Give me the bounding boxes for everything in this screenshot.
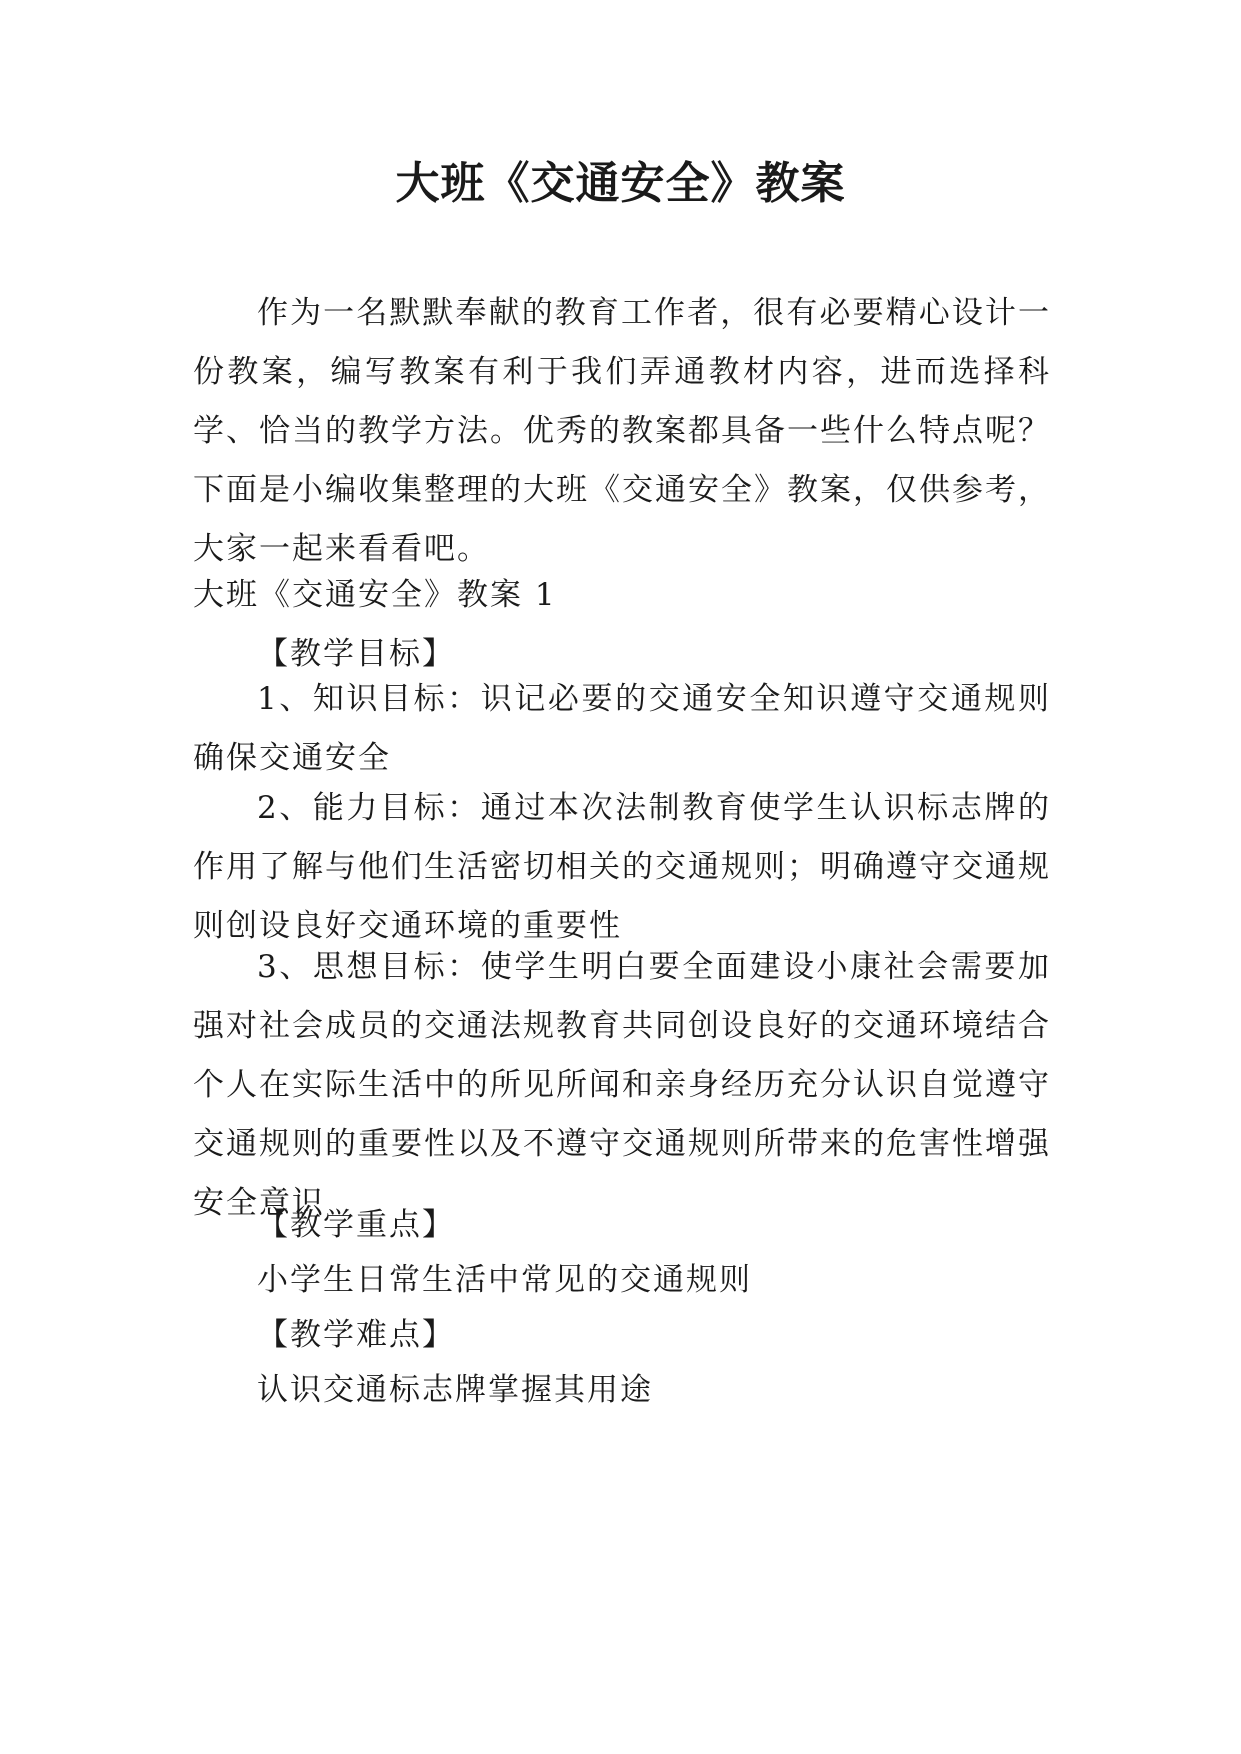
goals-heading: 【教学目标】 [257,636,455,672]
difficulty-text: 认识交通标志牌掌握其用途 [257,1372,653,1408]
goal-1-paragraph: 1、知识目标：识记必要的交通安全知识遵守交通规则确保交通安全 [193,681,1051,776]
section-heading: 大班《交通安全》教案 1 [193,577,557,613]
key-text: 小学生日常生活中常见的交通规则 [257,1262,752,1298]
goal-2-paragraph: 2、能力目标：通过本次法制教育使学生认识标志牌的作用了解与他们生活密切相关的交通规则；明确遵守交通规则创设良好交通环境的重要性 [193,790,1051,944]
difficulty-heading: 【教学难点】 [257,1317,455,1353]
intro-paragraph: 作为一名默默奉献的教育工作者，很有必要精心设计一份教案，编写教案有利于我们弄通教材内容，进而选择科学、恰当的教学方法。优秀的教案都具备一些什么特点呢？下面是小编收集整理的大班《交通安全》教案，仅供参考，大家一起来看看吧。 [193,295,1051,567]
goal-3-paragraph: 3、思想目标：使学生明白要全面建设小康社会需要加强对社会成员的交通法规教育共同创设良好的交通环境结合个人在实际生活中的所见所闻和亲身经历充分认识自觉遵守交通规则的重要性以及不遵守交通规则所带来的危害性增强安全意识 [193,949,1051,1221]
key-heading: 【教学重点】 [257,1207,455,1243]
document-title: 大班《交通安全》教案 [395,158,846,209]
